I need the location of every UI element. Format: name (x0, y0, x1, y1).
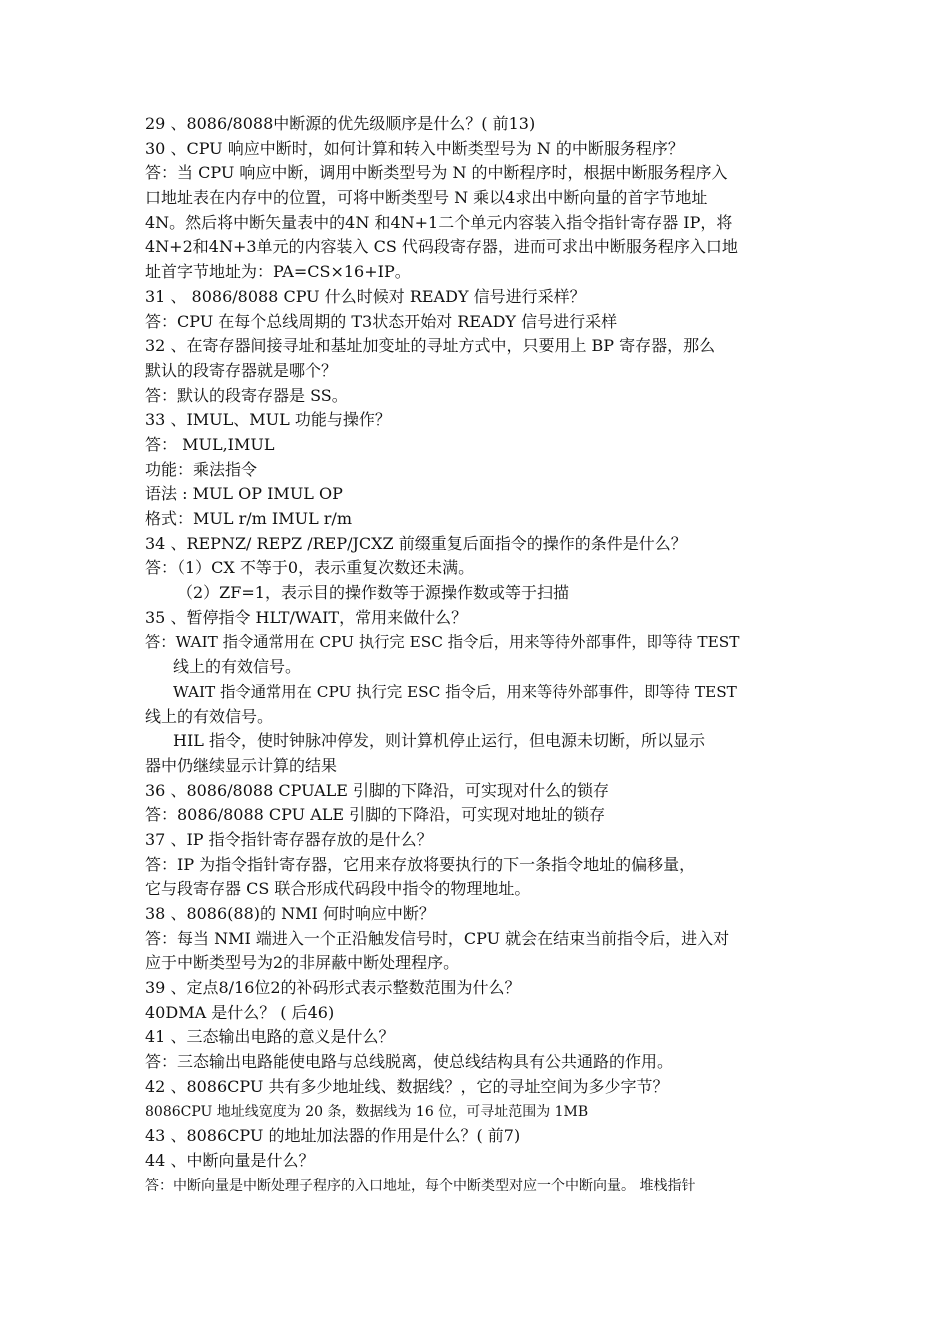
answer-33-line-4: 格式：MUL r/m IMUL r/m (145, 509, 352, 528)
answer-30-line-4: 4N+2和4N+3单元的内容装入 CS 代码段寄存器，进而可求出中断服务程序入口地 (145, 237, 738, 257)
answer-44: 答：中断向量是中断处理子程序的入口地址，每个中断类型对应一个中断向量。 堆栈指针 (145, 1177, 696, 1194)
question-29: 29 、8086/8088中断源的优先级顺序是什么？( 前13) (145, 114, 536, 133)
answer-35-line-2: 线上的有效信号。 (173, 657, 302, 677)
question-43: 43 、8086CPU 的地址加法器的作用是什么？( 前7) (145, 1126, 521, 1146)
question-42: 42 、8086CPU 共有多少地址线、数据线？，它的寻址空间为多少字节？ (145, 1076, 669, 1096)
question-31: 31 、 8086/8088 CPU 什么时候对 READY 信号进行采样？ (145, 286, 586, 306)
answer-30-line-5: 址首字节地址为：PA=CS×16+IP。 (145, 262, 411, 282)
answer-38-line-1: 答：每当 NMI 端进入一个正沿触发信号时，CPU 就会在结束当前指令后，进入对 (145, 928, 730, 948)
answer-33-line-3: 语法 : MUL OP IMUL OP (145, 484, 343, 504)
document-page (145, 112, 810, 1198)
answer-37-line-1: 答：IP 为指令指针寄存器，它用来存放将要执行的下一条指令地址的偏移量， (145, 854, 696, 874)
question-30: 30 、CPU 响应中断时，如何计算和转入中断类型号为 N 的中断服务程序？ (145, 138, 684, 158)
answer-33-line-1: 答： MUL,IMUL (145, 434, 275, 454)
question-36: 36 、8086/8088 CPUALE 引脚的下降沿，可实现对什么的锁存 (145, 780, 610, 800)
question-33: 33 、IMUL、MUL 功能与操作？ (145, 410, 391, 430)
answer-31: 答：CPU 在每个总线周期的 T3状态开始对 READY 信号进行采样 (145, 311, 618, 331)
question-40: 40DMA 是什么？ ( 后46) (145, 1002, 335, 1022)
question-34: 34 、REPNZ/ REPZ /REP/JCXZ 前缀重复后面指令的操作的条件是什么？ (145, 533, 687, 553)
answer-34-line-1: 答：（1）CX 不等于0，表示重复次数还未满。 (145, 558, 475, 578)
answer-33-line-2: 功能：乘法指令 (145, 459, 258, 479)
question-38: 38 、8086(88)的 NMI 何时响应中断？ (145, 904, 435, 923)
answer-32: 答：默认的段寄存器是 SS。 (145, 385, 348, 405)
answer-35-line-3: WAIT 指令通常用在 CPU 执行完 ESC 指令后，用来等待外部事件，即等待 TEST (173, 682, 737, 701)
question-37: 37 、IP 指令指针寄存器存放的是什么？ (145, 829, 433, 849)
question-35: 35 、暂停指令 HLT/WAIT，常用来做什么？ (145, 607, 468, 627)
question-32-line-2: 默认的段寄存器就是哪个？ (145, 360, 338, 380)
answer-35-line-4: 线上的有效信号。 (145, 706, 274, 726)
answer-42: 8086CPU 地址线宽度为 20 条，数据线为 16 位，可寻址范围为 1MB (145, 1103, 589, 1120)
answer-35-line-1: 答：WAIT 指令通常用在 CPU 执行完 ESC 指令后，用来等待外部事件，即等待 TEST (145, 633, 740, 652)
question-32-line-1: 32 、在寄存器间接寻址和基址加变址的寻址方式中，只要用上 BP 寄存器，那么 (145, 336, 716, 356)
question-41: 41 、三态输出电路的意义是什么？ (145, 1027, 395, 1047)
answer-35-line-6: 器中仍继续显示计算的结果 (145, 755, 338, 775)
answer-38-line-2: 应于中断类型号为2的非屏蔽中断处理程序。 (145, 953, 460, 973)
answer-35-line-5: HIL 指令，使时钟脉冲停发，则计算机停止运行，但电源未切断，所以显示 (173, 731, 705, 751)
question-39: 39 、定点8/16位2的补码形式表示整数范围为什么？ (145, 978, 521, 998)
question-44: 44 、中断向量是什么？ (145, 1150, 315, 1170)
answer-30-line-2: 口地址表在内存中的位置，可将中断类型号 N 乘以4求出中断向量的首字节地址 (145, 188, 708, 208)
answer-34-line-2: （2）ZF=1，表示目的操作数等于源操作数或等于扫描 (177, 583, 569, 603)
answer-30-line-1: 答：当 CPU 响应中断，调用中断类型号为 N 的中断程序时，根据中断服务程序入 (145, 163, 728, 183)
answer-37-line-2: 它与段寄存器 CS 联合形成代码段中指令的物理地址。 (145, 879, 531, 899)
answer-36: 答：8086/8088 CPU ALE 引脚的下降沿，可实现对地址的锁存 (145, 805, 606, 825)
answer-30-line-3: 4N。然后将中断矢量表中的4N 和4N+1二个单元内容装入指令指针寄存器 IP，将 (145, 212, 733, 232)
answer-41: 答：三态输出电路能使电路与总线脱离，使总线结构具有公共通路的作用。 (145, 1052, 674, 1072)
